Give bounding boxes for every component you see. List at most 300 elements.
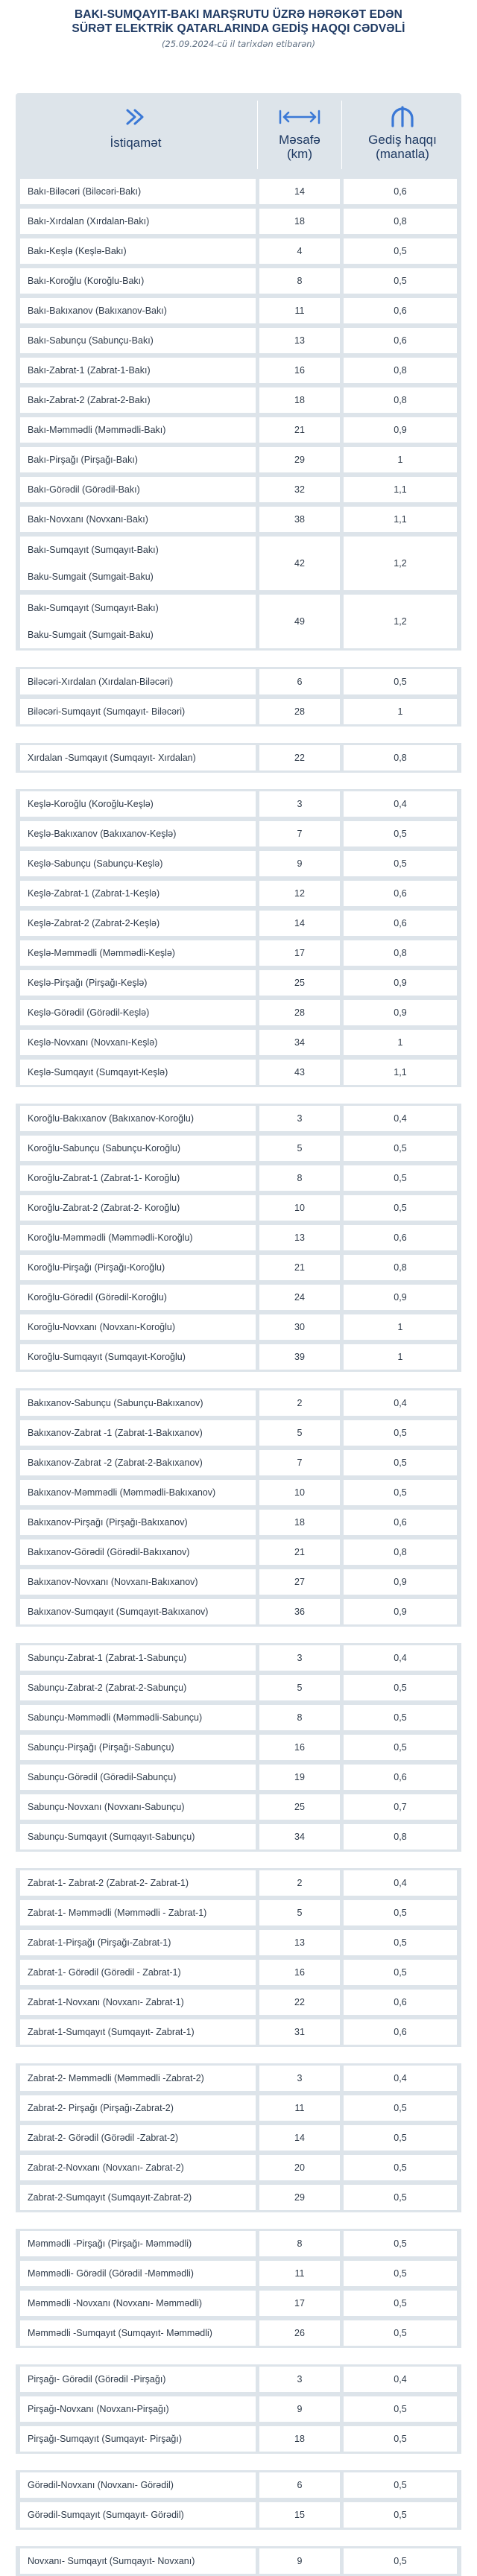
fare-cell: 0,5 <box>344 1165 457 1191</box>
table-row <box>16 1253 461 1282</box>
distance-cell: 7 <box>259 1450 340 1475</box>
route-cell <box>20 417 256 443</box>
distance-cell: 28 <box>259 1000 340 1025</box>
route-cell <box>20 1645 256 1671</box>
row-cells <box>16 2472 461 2498</box>
fare-cell: 0,4 <box>344 1390 457 1416</box>
route-group <box>16 1104 461 1372</box>
route-group <box>16 2470 461 2530</box>
route-group <box>16 789 461 1087</box>
fare-cell: 0,5 <box>344 2472 457 2498</box>
fare-cell: 0,5 <box>344 2548 457 2574</box>
column-label-distance-line-1: Məsafə <box>279 133 320 147</box>
table-row <box>16 266 461 296</box>
row-cells <box>16 1569 461 1595</box>
distance-cell: 25 <box>259 970 340 996</box>
route-cell <box>20 1765 256 1790</box>
route-name: Koroğlu-Zabrat-2 (Zabrat-2- Koroğlu) <box>28 1203 180 1213</box>
table-row <box>16 2364 461 2394</box>
distance-cell: 11 <box>259 298 340 323</box>
route-name: Pirşağı-Novxanı (Novxanı-Pirşağı) <box>28 2404 169 2414</box>
route-name: Bakı-Pirşağı (Pirşağı-Bakı) <box>28 455 138 465</box>
row-cells <box>16 1390 461 1416</box>
distance-cell: 7 <box>259 821 340 846</box>
table-row <box>16 1822 461 1852</box>
distance-cell: 12 <box>259 881 340 906</box>
route-cell <box>20 507 256 532</box>
distance-cell: 16 <box>259 1735 340 1760</box>
distance-cell: 21 <box>259 1539 340 1565</box>
column-label-distance <box>279 133 320 161</box>
distance-cell: 24 <box>259 1285 340 1310</box>
table-row <box>16 2093 461 2123</box>
row-cells <box>16 669 461 694</box>
route-group <box>16 1643 461 1852</box>
manat-icon <box>388 106 417 128</box>
row-cells <box>16 1735 461 1760</box>
table-row <box>16 504 461 534</box>
distance-cell: 10 <box>259 1195 340 1221</box>
table-row <box>16 326 461 355</box>
distance-cell: 13 <box>259 1225 340 1250</box>
row-cells <box>16 1599 461 1624</box>
distance-cell: 6 <box>259 669 340 694</box>
distance-cell: 2 <box>259 1870 340 1896</box>
table-row <box>16 1868 461 1898</box>
fare-cell: 0,9 <box>344 970 457 996</box>
route-cell <box>20 209 256 234</box>
distance-cell: 21 <box>259 1255 340 1280</box>
route-name: Keşlə-Zabrat-1 (Zabrat-1-Keşlə) <box>28 888 160 899</box>
route-group <box>16 743 461 773</box>
fare-cell: 0,6 <box>344 1225 457 1250</box>
fare-cell: 0,5 <box>344 1136 457 1161</box>
route-name: Zabrat-1- Məmmədli (Məmmədli - Zabrat-1) <box>28 1908 207 1918</box>
chevrons-right-icon <box>124 106 147 128</box>
fare-cell: 0,5 <box>344 268 457 294</box>
distance-cell: 25 <box>259 1794 340 1820</box>
route-name: Sabunçu-Məmmədli (Məmmədli-Sabunçu) <box>28 1712 203 1723</box>
route-name: Keşlə-Görədil (Görədil-Keşlə) <box>28 1007 150 1018</box>
row-cells <box>16 238 461 264</box>
route-name: Bakı-Biləcəri (Biləcəri-Bakı) <box>28 186 142 197</box>
distance-cell: 36 <box>259 1599 340 1624</box>
fare-cell: 0,8 <box>344 1824 457 1849</box>
distance-cell: 38 <box>259 507 340 532</box>
route-name: Sabunçu-Pirşağı (Pirşağı-Sabunçu) <box>28 1742 174 1753</box>
route-name: Zabrat-1-Sumqayıt (Sumqayıt- Zabrat-1) <box>28 2027 195 2037</box>
row-cells <box>16 1510 461 1535</box>
route-name: Bakı-Keşlə (Keşlə-Bakı) <box>28 246 127 256</box>
distance-cell: 3 <box>259 791 340 817</box>
row-cells <box>16 851 461 876</box>
distance-cell: 3 <box>259 2066 340 2091</box>
route-cell <box>20 1824 256 1849</box>
table-row <box>16 998 461 1028</box>
column-header-distance <box>259 93 340 177</box>
distance-cell: 31 <box>259 2019 340 2045</box>
table-row <box>16 1732 461 1762</box>
table-row <box>16 908 461 938</box>
table-row <box>16 1193 461 1223</box>
fare-cell: 0,5 <box>344 1420 457 1446</box>
table-row <box>16 1028 461 1057</box>
fare-cell: 0,5 <box>344 2426 457 2452</box>
route-name: Bakı-Sumqayıt (Sumqayıt-Bakı) <box>28 545 159 555</box>
route-name: Sabunçu-Görədil (Görədil-Sabunçu) <box>28 1772 177 1782</box>
route-name: Bakı-Bakıxanov (Bakıxanov-Bakı) <box>28 306 167 316</box>
route-cell <box>20 1030 256 1055</box>
row-cells <box>16 1030 461 1055</box>
table-row <box>16 1163 461 1193</box>
row-cells <box>16 1195 461 1221</box>
route-group <box>16 2229 461 2348</box>
table-row <box>16 2123 461 2153</box>
table-row <box>16 236 461 266</box>
table-row <box>16 1762 461 1792</box>
route-name: Zabrat-2-Sumqayıt (Sumqayıt-Zabrat-2) <box>28 2192 192 2203</box>
fare-cell: 0,6 <box>344 2019 457 2045</box>
fare-cell: 0,5 <box>344 851 457 876</box>
table-row <box>16 697 461 727</box>
fare-cell: 0,6 <box>344 1765 457 1790</box>
route-cell <box>20 1420 256 1446</box>
row-cells <box>16 1900 461 1925</box>
fare-cell: 0,6 <box>344 881 457 906</box>
row-cells <box>16 1165 461 1191</box>
fare-cell: 0,4 <box>344 1645 457 1671</box>
row-cells <box>16 1539 461 1565</box>
row-cells <box>16 298 461 323</box>
fare-cell: 0,5 <box>344 1675 457 1700</box>
route-cell <box>20 669 256 694</box>
route-cell <box>20 298 256 323</box>
distance-cell: 26 <box>259 2320 340 2346</box>
route-cell <box>20 1900 256 1925</box>
fare-cell: 0,5 <box>344 238 457 264</box>
row-cells <box>16 1480 461 1505</box>
distance-cell: 30 <box>259 1314 340 1340</box>
row-cells <box>16 2261 461 2286</box>
route-cell <box>20 1735 256 1760</box>
table-row <box>16 445 461 475</box>
row-cells <box>16 1255 461 1280</box>
fare-cell: 0,5 <box>344 1705 457 1730</box>
fare-cell: 0,5 <box>344 821 457 846</box>
fare-cell: 0,5 <box>344 2095 457 2121</box>
row-cells <box>16 2502 461 2528</box>
distance-cell: 3 <box>259 2367 340 2392</box>
fare-cell: 0,8 <box>344 1539 457 1565</box>
route-group <box>16 667 461 727</box>
table-row <box>16 1388 461 1418</box>
route-name: Bakı-Zabrat-1 (Zabrat-1-Bakı) <box>28 365 151 376</box>
row-cells <box>16 2291 461 2316</box>
route-name: Bakıxanov-Zabrat -1 (Zabrat-1-Bakıxanov) <box>28 1428 203 1438</box>
table-row <box>16 1898 461 1928</box>
table-row <box>16 2318 461 2348</box>
route-cell <box>20 2155 256 2180</box>
table-row <box>16 2183 461 2212</box>
route-cell <box>20 1569 256 1595</box>
route-name: Bakı-Koroğlu (Koroğlu-Bakı) <box>28 276 145 286</box>
route-cell <box>20 2502 256 2528</box>
distance-cell: 39 <box>259 1344 340 1370</box>
route-cell <box>20 2185 256 2210</box>
fare-cell: 0,5 <box>344 2261 457 2286</box>
route-cell <box>20 387 256 413</box>
table-row <box>16 938 461 968</box>
column-label-fare <box>368 133 437 161</box>
fare-cell: 0,9 <box>344 1285 457 1310</box>
distance-cell: 42 <box>259 537 340 590</box>
fare-cell: 0,9 <box>344 1000 457 1025</box>
route-cell <box>20 2019 256 2045</box>
route-name: Zabrat-2- Məmmədli (Məmmədli -Zabrat-2) <box>28 2073 204 2083</box>
distance-cell: 5 <box>259 1136 340 1161</box>
table-row <box>16 1223 461 1253</box>
table-row <box>16 849 461 879</box>
route-name: Bakıxanov-Zabrat -2 (Zabrat-2-Bakıxanov) <box>28 1458 203 1468</box>
distance-cell: 16 <box>259 358 340 383</box>
table-row <box>16 355 461 385</box>
table-row <box>16 2229 461 2259</box>
fare-cell: 1,1 <box>344 1060 457 1085</box>
distance-cell: 2 <box>259 1390 340 1416</box>
route-name: Bakıxanov-Pirşağı (Pirşağı-Bakıxanov) <box>28 1517 188 1528</box>
route-name: Biləcəri-Xırdalan (Xırdalan-Biləcəri) <box>28 677 174 687</box>
table-row <box>16 2470 461 2500</box>
table-row <box>16 789 461 819</box>
distance-cell: 6 <box>259 2472 340 2498</box>
distance-cell: 22 <box>259 1990 340 2015</box>
route-cell <box>20 2320 256 2346</box>
route-name: Zabrat-1-Pirşağı (Pirşağı-Zabrat-1) <box>28 1937 171 1948</box>
route-name: Keşlə-Pirşağı (Pirşağı-Keşlə) <box>28 978 148 988</box>
route-cell <box>20 1225 256 1250</box>
distance-cell: 8 <box>259 1165 340 1191</box>
route-cell <box>20 2367 256 2392</box>
route-name: Baku-Sumgait (Sumgait-Baku) <box>28 572 154 582</box>
route-cell <box>20 2095 256 2121</box>
route-name: Məmmədli -Pirşağı (Pirşağı- Məmmədli) <box>28 2238 192 2249</box>
fare-cell: 0,5 <box>344 2155 457 2180</box>
distance-cell: 9 <box>259 851 340 876</box>
route-cell <box>20 940 256 966</box>
row-cells <box>16 537 461 590</box>
row-cells <box>16 1060 461 1085</box>
distance-cell: 3 <box>259 1645 340 1671</box>
row-cells <box>16 745 461 770</box>
table-row <box>16 2546 461 2576</box>
row-cells <box>16 1450 461 1475</box>
row-cells <box>16 881 461 906</box>
table-row <box>16 475 461 504</box>
row-cells <box>16 2367 461 2392</box>
distance-cell: 8 <box>259 2231 340 2256</box>
route-cell <box>20 537 256 590</box>
column-label-fare-line-1: Gediş haqqı <box>368 133 437 147</box>
fare-cell: 0,6 <box>344 298 457 323</box>
table-row <box>16 1057 461 1087</box>
route-group <box>16 2063 461 2212</box>
fare-cell: 1 <box>344 1030 457 1055</box>
distance-cell: 9 <box>259 2396 340 2422</box>
table-row <box>16 2424 461 2454</box>
row-cells <box>16 507 461 532</box>
row-cells <box>16 328 461 353</box>
table-row <box>16 1703 461 1732</box>
route-cell <box>20 238 256 264</box>
fare-cell: 0,5 <box>344 2291 457 2316</box>
distance-cell: 4 <box>259 238 340 264</box>
route-cell <box>20 1106 256 1131</box>
route-cell <box>20 745 256 770</box>
fare-cell: 0,5 <box>344 1960 457 1985</box>
route-name: Bakı-Xırdalan (Xırdalan-Bakı) <box>28 216 150 227</box>
route-cell <box>20 1450 256 1475</box>
route-name: Keşlə-Koroğlu (Koroğlu-Keşlə) <box>28 799 154 809</box>
distance-cell: 27 <box>259 1569 340 1595</box>
route-name: Novxanı- Sumqayıt (Sumqayıt- Novxanı) <box>28 2556 195 2566</box>
row-cells <box>16 1675 461 1700</box>
table-row <box>16 2063 461 2093</box>
route-cell <box>20 1510 256 1535</box>
route-name: Zabrat-1- Zabrat-2 (Zabrat-2- Zabrat-1) <box>28 1878 189 1888</box>
row-cells <box>16 2548 461 2574</box>
distance-cell: 11 <box>259 2095 340 2121</box>
effective-date-subtitle: (25.09.2024-cü il tarixdən etibarən) <box>161 39 316 49</box>
table-row <box>16 296 461 326</box>
fare-cell: 0,5 <box>344 2231 457 2256</box>
route-name: Keşlə-Sumqayıt (Sumqayıt-Keşlə) <box>28 1067 168 1077</box>
column-header-direction <box>16 93 256 177</box>
table-row <box>16 2153 461 2183</box>
table-row <box>16 1537 461 1567</box>
table-row <box>16 2017 461 2047</box>
table-row <box>16 1478 461 1507</box>
route-name: Bakı-Məmmədli (Məmmədli-Bakı) <box>28 425 166 435</box>
distance-cell: 5 <box>259 1420 340 1446</box>
route-group <box>16 2364 461 2454</box>
route-name: Bakıxanov-Görədil (Görədil-Bakıxanov) <box>28 1547 190 1557</box>
route-cell <box>20 791 256 817</box>
table-header <box>16 93 461 177</box>
distance-cell: 20 <box>259 2155 340 2180</box>
row-cells <box>16 2396 461 2422</box>
route-cell <box>20 2125 256 2151</box>
route-name: Keşlə-Məmmədli (Məmmədli-Keşlə) <box>28 948 175 958</box>
distance-cell: 17 <box>259 940 340 966</box>
row-cells <box>16 2320 461 2346</box>
route-name: Bakı-Zabrat-2 (Zabrat-2-Bakı) <box>28 395 151 405</box>
row-cells <box>16 1824 461 1849</box>
row-cells <box>16 1000 461 1025</box>
row-cells <box>16 1420 461 1446</box>
distance-cell: 18 <box>259 1510 340 1535</box>
route-cell <box>20 2396 256 2422</box>
distance-cell: 14 <box>259 2125 340 2151</box>
fare-cell: 0,8 <box>344 358 457 383</box>
column-header-fare <box>344 93 461 177</box>
fare-cell: 0,5 <box>344 2185 457 2210</box>
distance-cell: 18 <box>259 209 340 234</box>
route-cell <box>20 1960 256 1985</box>
route-name: Bakı-Görədil (Görədil-Bakı) <box>28 484 140 495</box>
table-row <box>16 1567 461 1597</box>
distance-cell: 28 <box>259 699 340 724</box>
table-row <box>16 743 461 773</box>
route-name: Bakıxanov-Novxanı (Novxanı-Bakıxanov) <box>28 1577 198 1587</box>
route-group <box>16 2546 461 2576</box>
table-row <box>16 1312 461 1342</box>
route-cell <box>20 1344 256 1370</box>
route-cell <box>20 477 256 502</box>
row-cells <box>16 1794 461 1820</box>
table-row <box>16 1418 461 1448</box>
fare-cell: 0,5 <box>344 2396 457 2422</box>
fare-cell: 0,4 <box>344 2066 457 2091</box>
fare-cell: 0,5 <box>344 1735 457 1760</box>
row-cells <box>16 2095 461 2121</box>
route-cell <box>20 1390 256 1416</box>
fare-cell: 0,6 <box>344 328 457 353</box>
fare-cell: 0,4 <box>344 1870 457 1896</box>
table-row <box>16 879 461 908</box>
route-cell <box>20 1480 256 1505</box>
column-label-direction: İstiqamət <box>110 136 162 150</box>
route-cell <box>20 328 256 353</box>
route-cell <box>20 1675 256 1700</box>
distance-cell: 8 <box>259 268 340 294</box>
row-cells <box>16 268 461 294</box>
table-row <box>16 1597 461 1627</box>
fare-cell: 1 <box>344 1314 457 1340</box>
route-cell <box>20 447 256 472</box>
table-row <box>16 667 461 697</box>
fare-cell: 0,6 <box>344 179 457 204</box>
row-cells <box>16 1344 461 1370</box>
fare-cell: 0,5 <box>344 2125 457 2151</box>
fare-cell: 0,4 <box>344 791 457 817</box>
page-header <box>0 0 477 49</box>
row-cells <box>16 209 461 234</box>
route-name: Bakıxanov-Məmmədli (Məmmədli-Bakıxanov) <box>28 1487 216 1498</box>
fare-cell: 1 <box>344 699 457 724</box>
route-cell <box>20 1794 256 1820</box>
route-name: Bakı-Sumqayıt (Sumqayıt-Bakı) <box>28 603 159 613</box>
distance-cell: 5 <box>259 1675 340 1700</box>
route-group <box>16 177 461 651</box>
route-name: Koroğlu-Sabunçu (Sabunçu-Koroğlu) <box>28 1143 180 1153</box>
route-name: Məmmədli -Sumqayıt (Sumqayıt- Məmmədli) <box>28 2328 212 2338</box>
table-row <box>16 1133 461 1163</box>
row-cells <box>16 2185 461 2210</box>
row-cells <box>16 2231 461 2256</box>
distance-cell: 34 <box>259 1824 340 1849</box>
route-cell <box>20 2426 256 2452</box>
route-cell <box>20 2231 256 2256</box>
table-body <box>16 177 461 2576</box>
fare-cell: 1 <box>344 1344 457 1370</box>
distance-cell: 18 <box>259 387 340 413</box>
route-name: Xırdalan -Sumqayıt (Sumqayıt- Xırdalan) <box>28 753 196 763</box>
table-row <box>16 1673 461 1703</box>
distance-cell: 16 <box>259 1960 340 1985</box>
route-cell <box>20 1870 256 1896</box>
route-cell <box>20 1930 256 1955</box>
route-cell <box>20 699 256 724</box>
